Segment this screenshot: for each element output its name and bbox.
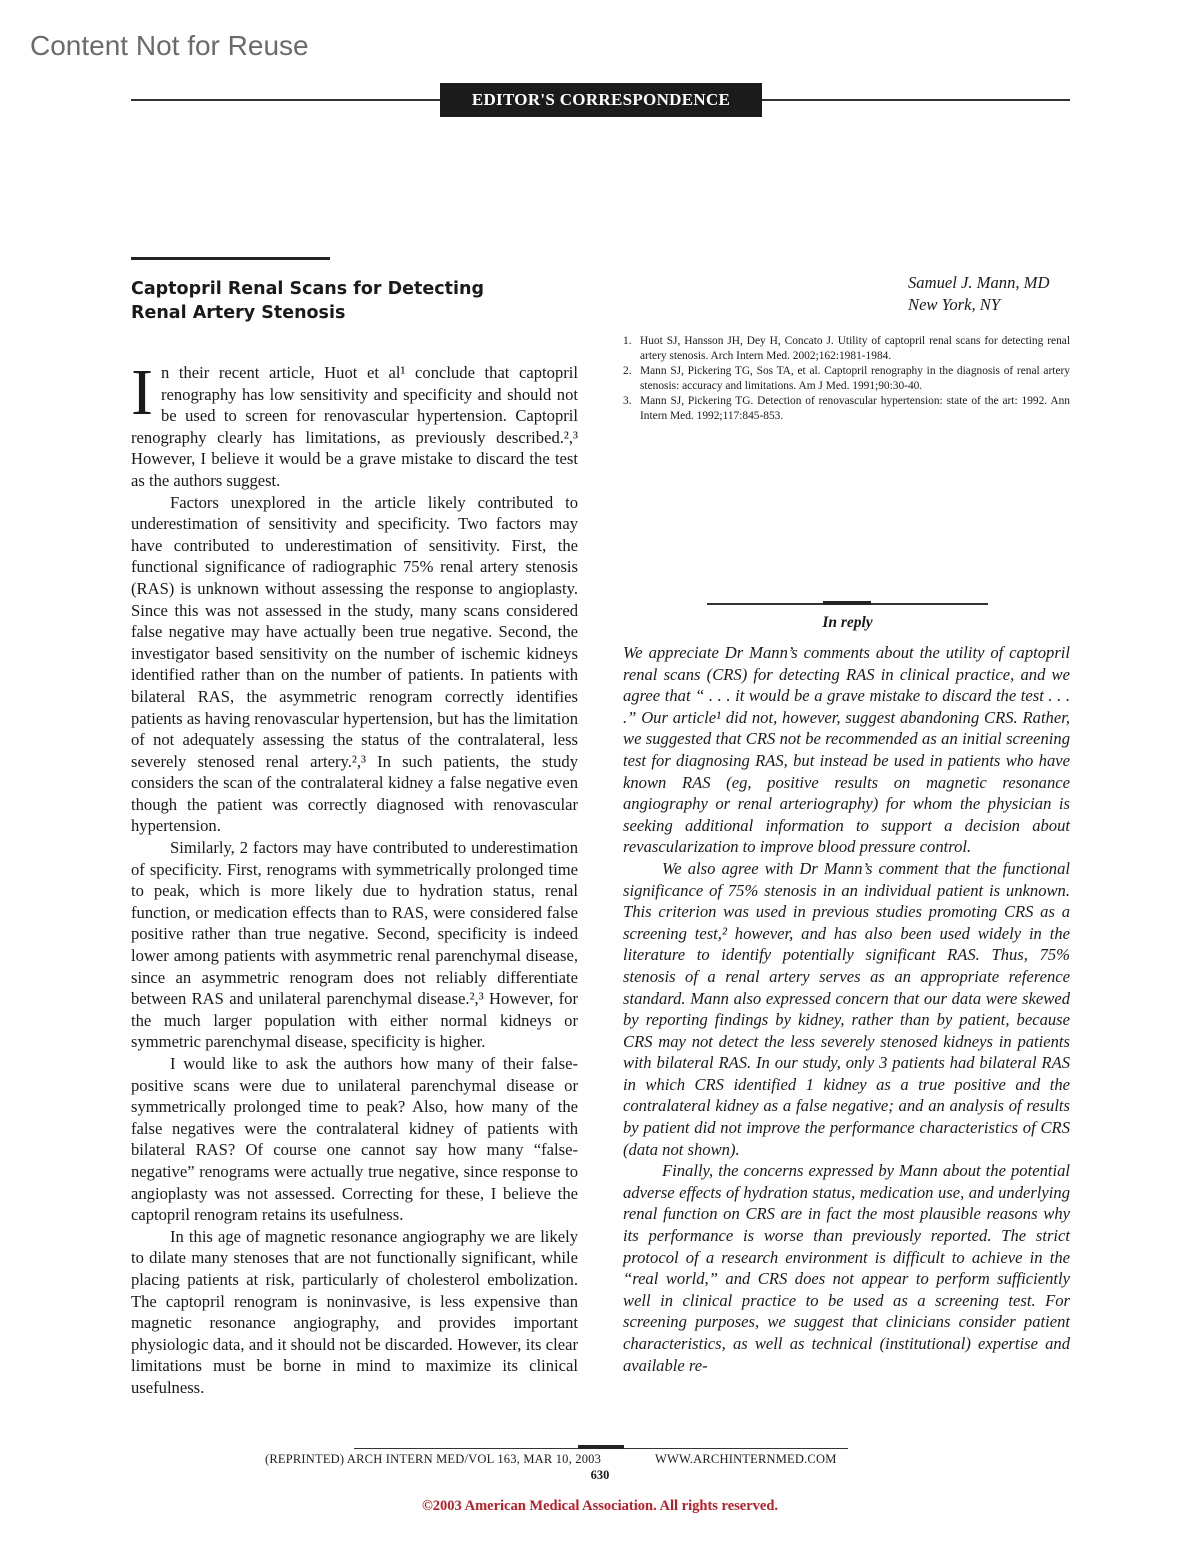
reference-item — [623, 364, 1070, 394]
footer-journal-citation: (REPRINTED) ARCH INTERN MED/VOL 163, MAR 10, 2003 — [265, 1452, 602, 1466]
author-location: New York, NY — [908, 295, 1001, 314]
title-rule — [131, 257, 330, 260]
letter-title — [131, 277, 551, 325]
letter-paragraph-1-text: n their recent article, Huot et al¹ conclude that captopril renography has low sensitivity and specificity and should not be used to screen for renovascular hypertension. Captopril renography clearly has limitations, as previously described.²,³ However, I believe it would be a grave mistake to discard the test as the authors suggest. — [131, 363, 578, 490]
in-reply-header — [707, 603, 988, 632]
letter-title-line2: Renal Artery Stenosis — [131, 303, 346, 323]
reply-paragraph-3: Finally, the concerns expressed by Mann about the potential adverse effects of hydration status, medication use, and underlying renal function on CRS are in fact the most plausible reasons why its performance is worse than previously reported. The strict protocol of a research environment is difficult to achieve in the “real world,” and CRS does not appear to perform sufficiently well in clinical practice to be used as a screening test. For screening purposes, we suggest that clinicians consider patient characteristics, as well as technical (institutional) expertise and available re- — [623, 1161, 1070, 1375]
footer-website: WWW.ARCHINTERNMED.COM — [655, 1452, 837, 1466]
section-heading: EDITOR'S CORRESPONDENCE — [440, 83, 762, 117]
letter-paragraph-3: Similarly, 2 factors may have contributed to underestimation of specificity. First, renograms with symmetrically prolonged time to peak, which is more likely due to hydration status, renal function, or medication effects than to RAS, were considered false positive rather than true negative. Second, specificity is indeed lower among patients with asymmetric renal parenchymal disease, since an asymmetric renogram does not reliably differentiate between RAS and unilateral parenchymal disease.²,³ However, for the much larger population with either normal kidneys or symmetric parenchymal disease, specificity is higher. — [131, 838, 578, 1052]
header-rule-left — [131, 99, 441, 101]
letter-paragraph-5: In this age of magnetic resonance angiography we are likely to dilate many stenoses that are not functionally significant, while placing patients at risk, particularly of cholesterol embolization. The captopril renogram is noninvasive, is less expensive than magnetic resonance angiography, and provides important physiologic data, and it should not be discarded. However, its clear limitations must be borne in mind to maximize its clinical usefulness. — [131, 1226, 578, 1397]
letter-paragraph-4: I would like to ask the authors how many of their false-positive scans were due to unilateral parenchymal disease or symmetrically prolonged time to peak? Also, how many of the false negatives were the contralateral kidney of patients with bilateral RAS? Of course one cannot say how many “false-negative” renograms were actually true negative, since response to angioplasty was not assessed. Correcting for these, I believe the captopril renogram retains its usefulness. — [131, 1054, 578, 1225]
reference-item — [623, 334, 1070, 364]
signature — [623, 272, 1070, 316]
drop-cap: I — [131, 356, 153, 429]
letter-body-column — [131, 356, 578, 1399]
reply-paragraph-1: We appreciate Dr Mann’s comments about the utility of captopril renal scans (CRS) for detecting RAS in clinical practice, and we agree that “ . . . it would be a grave mistake to discard the test . . . .” Our article¹ did not, however, suggest abandoning CRS. Rather, we suggested that CRS not be recommended as an initial screening test for diagnosing RAS, but instead be used in patients who have known RAS (eg, positive results on magnetic resonance angiography or renal arteriography) for whom the physician is seeking additional information to support a decision about revascularization to improve blood pressure control. — [623, 643, 1070, 857]
in-reply-heading: In reply — [822, 614, 873, 631]
reference-text: Mann SJ, Pickering TG, Sos TA, et al. Captopril renography in the diagnosis of renal artery stenosis: accuracy and limitations. Am J Med. 1991;90:30-40. — [640, 365, 1070, 392]
letter-continuation-column — [623, 253, 1070, 424]
footer-notch — [578, 1445, 624, 1449]
reference-text: Huot SJ, Hansson JH, Dey H, Concato J. Utility of captopril renal scans for detecting renal artery stenosis. Arch Intern Med. 2002;162:1981-1984. — [640, 335, 1070, 362]
reply-body-column — [623, 642, 1070, 1376]
reference-number: 3. — [623, 395, 632, 407]
reply-paragraph-2: We also agree with Dr Mann’s comment that the functional significance of 75% stenosis in an individual patient is unknown. This criterion was used in previous studies promoting CRS as a screening test,² however, and has also been used widely in the literature to identify potentially significant RAS. Thus, 75% stenosis of a renal artery serves as an appropriate reference standard. Mann also expressed concern that our data were skewed by reporting findings by kidney, rather than by patient, because CRS may not detect the less severely stenosed kidneys in patients with bilateral RAS. In our study, only 3 patients had bilateral RAS in which CRS identified 1 kidney as a true positive and the contralateral kidney as a false negative; and an analysis of results by patient did not improve the performance characteristics of CRS (data not shown). — [623, 858, 1070, 1159]
letter-paragraph-2: Factors unexplored in the article likely contributed to underestimation of sensitivity and specificity. Two factors may have contributed to underestimation of sensitivity. First, the functional significance of radiographic 75% renal artery stenosis (RAS) is unknown without assessing the response to angioplasty. Since this was not assessed in the study, many scans considered false negative may have actually been true negative. Second, the investigator based sensitivity on the number of ischemic kidneys identified rather than on the number of patients. In patients with bilateral RAS, the asymmetric renogram correctly identifies patients as having renovascular hypertension, but has the limitation of not adequately assessing the status of the contralateral, less severely stenosed renal artery.²,³ In such patients, the study considers the scan of the contralateral kidney a false negative even though the patient was correctly diagnosed with renovascular hypertension. — [131, 492, 578, 836]
copyright-notice: ©2003 American Medical Association. All rights reserved. — [421, 1498, 779, 1514]
reference-number: 2. — [623, 365, 632, 377]
letter-paragraph-1 — [131, 356, 578, 492]
letter-title-line1: Captopril Renal Scans for Detecting — [131, 279, 484, 299]
reference-item — [623, 394, 1070, 424]
author-name: Samuel J. Mann, MD — [908, 273, 1050, 292]
watermark: Content Not for Reuse — [30, 30, 309, 61]
in-reply-notch — [823, 601, 871, 605]
header-rule-right — [762, 99, 1070, 101]
reference-list — [623, 334, 1070, 424]
page-number: 630 — [590, 1468, 610, 1482]
reference-text: Mann SJ, Pickering TG. Detection of renovascular hypertension: state of the art: 1992. Ann Intern Med. 1992;117:845-853. — [640, 395, 1070, 422]
reference-number: 1. — [623, 335, 632, 347]
